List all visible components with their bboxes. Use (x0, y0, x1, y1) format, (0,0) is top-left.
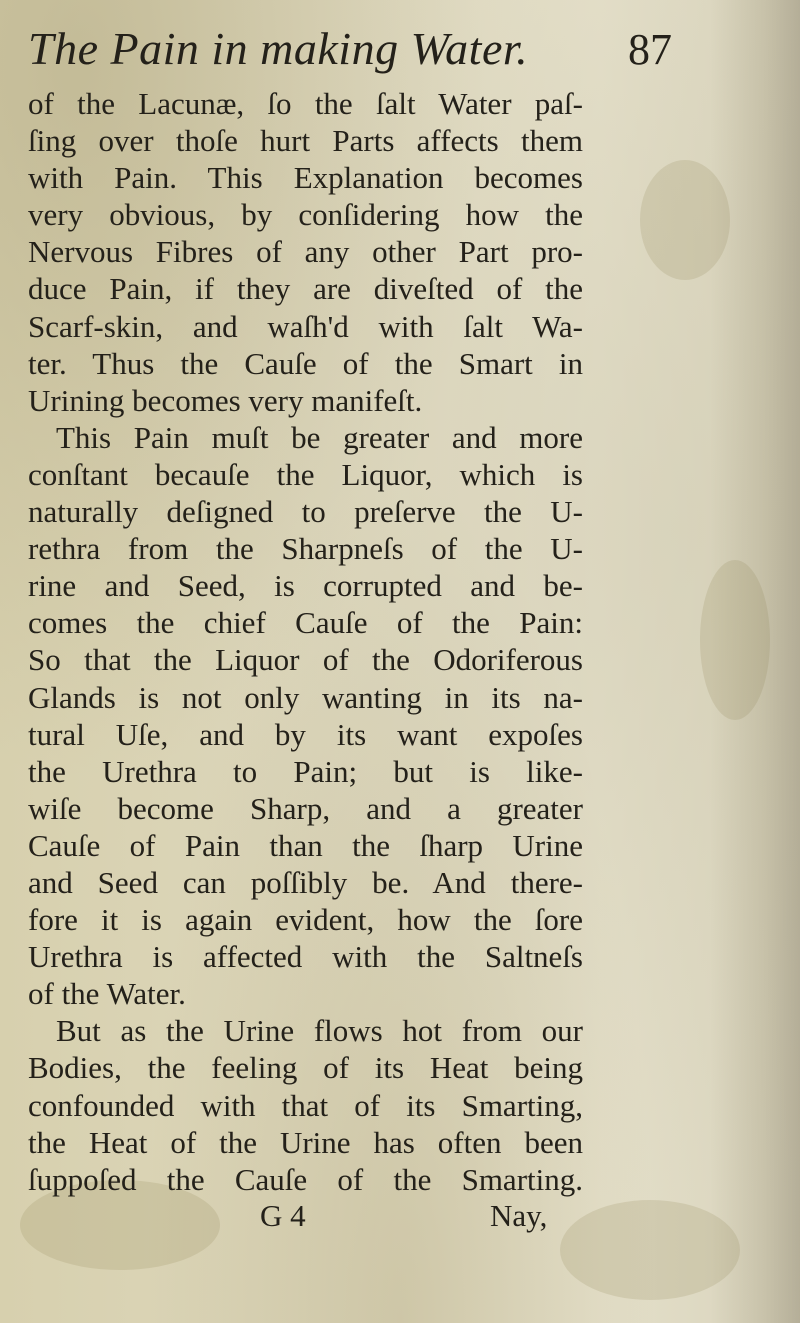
running-head-title: The Pain in making Water. (28, 23, 529, 74)
text-line: But as the Urine flows hot from our (56, 1013, 583, 1049)
text-line: ſuppoſed the Cauſe of the Smarting. (28, 1161, 583, 1197)
text-line: This Pain muſt be greater and more (56, 419, 583, 455)
text-line: and Seed can poſſibly be. And there- (28, 864, 583, 900)
text-line: with Pain. This Explanation becomes (28, 160, 583, 196)
text-line: tural Uſe, and by its want expoſes (28, 716, 583, 752)
text-line: comes the chief Cauſe of the Pain: (28, 605, 583, 641)
text-line: conſtant becauſe the Liquor, which is (28, 456, 583, 492)
text-line: Nervous Fibres of any other Part pro- (28, 234, 583, 270)
catchline (260, 1198, 590, 1238)
page-number: 87 (628, 25, 672, 74)
text-line: of the Water. (28, 976, 186, 1012)
text-line: the Heat of the Urine has often been (28, 1124, 583, 1160)
text-line: confounded with that of its Smarting, (28, 1087, 583, 1123)
text-line: very obvious, by conſidering how the (28, 197, 583, 233)
text-line: ſing over thoſe hurt Parts affects them (28, 123, 583, 159)
text-line: Cauſe of Pain than the ſharp Urine (28, 827, 583, 863)
text-line: rine and Seed, is corrupted and be- (28, 568, 583, 604)
text-line: Bodies, the feeling of its Heat being (28, 1050, 583, 1086)
text-line: Scarf-skin, and waſh'd with ſalt Wa- (28, 308, 583, 344)
catchword: Nay, (490, 1198, 548, 1233)
text-line: fore it is again evident, how the ſore (28, 902, 583, 938)
text-line: So that the Liquor of the Odoriferous (28, 642, 583, 678)
text-line: of the Lacunæ, ſo the ſalt Water paſ- (28, 86, 583, 121)
page-edge-shadow (710, 0, 800, 1323)
text-line: naturally deſigned to preſerve the U- (28, 494, 583, 530)
text-line: the Urethra to Pain; but is like- (28, 753, 583, 789)
text-line: Urining becomes very manifeſt. (28, 382, 423, 418)
body-text (28, 85, 628, 1198)
text-line: wiſe become Sharp, and a greater (28, 790, 583, 826)
text-line: ter. Thus the Cauſe of the Smart in (28, 345, 583, 381)
text-line: duce Pain, if they are diveſted of the (28, 271, 583, 307)
signature-mark: G 4 (260, 1198, 306, 1233)
text-line: Urethra is affected with the Saltneſs (28, 939, 583, 975)
running-head (28, 22, 688, 82)
text-line: Glands is not only wanting in its na- (28, 679, 583, 715)
text-line: rethra from the Sharpneſs of the U- (28, 531, 583, 567)
